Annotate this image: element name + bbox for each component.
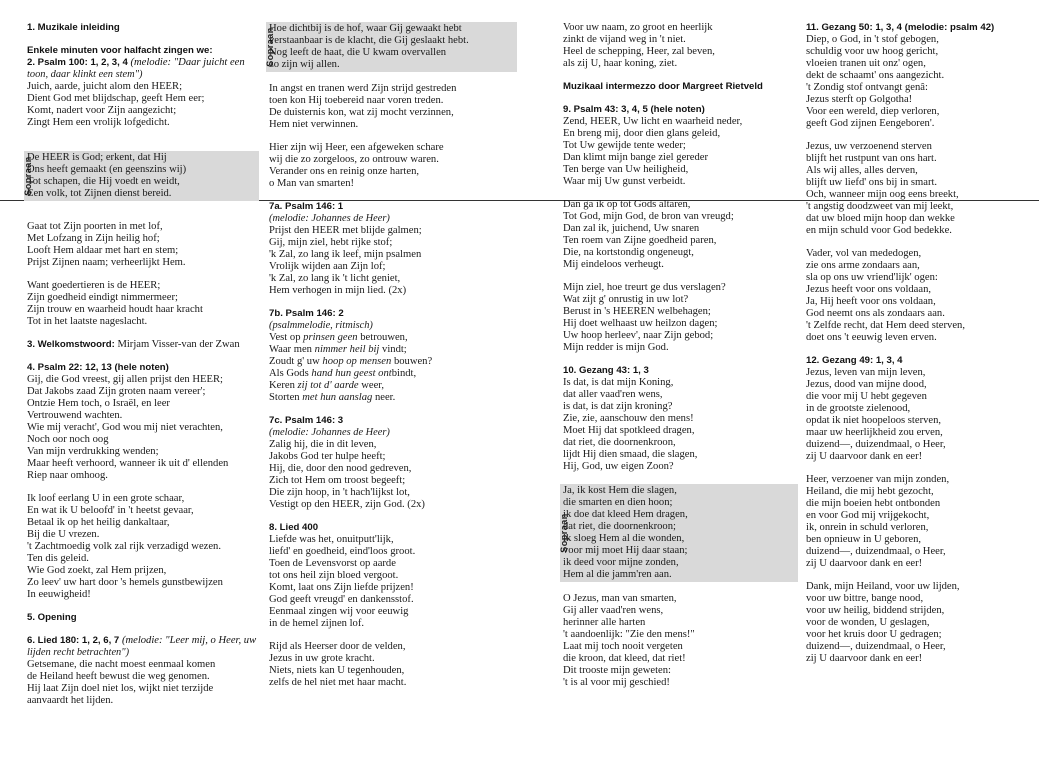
- column-4: [806, 22, 1034, 665]
- hymn-heading: 2. Psalm 100: 1, 2, 3, 4 (melodie: "Daar juicht een: [27, 57, 245, 68]
- melody-note: (melodie: Johannes de Heer): [269, 213, 390, 224]
- verse: Is dat, is dat mijn Koning, dat aller vaad'ren wens, is dat, is dat zijn kroning? Zie, zie, aanschouw den mens! Moet Hij dat spotkleed dragen, dat riet, die doornenkroon, lijdt Hij dien smaad, die slagen, Hij, God, uw eigen Zoon?: [563, 377, 698, 472]
- verse: Jezus, uw verzoenend sterven blijft het rustpunt van ons hart. Als wij alles, alles derven, blijft uw liefd' ons bij in smart. Och, wanneer mijn oog eens breekt, 't angstig doodzweet van mij leekt, dat uw bloed mijn hoop dan wekke en mijn schuld voor God bedekke.: [806, 141, 959, 236]
- hymn-heading: 7a. Psalm 146: 1: [269, 201, 344, 212]
- soprano-label: Sopraan: [264, 27, 275, 67]
- verse: Mijn ziel, hoe treurt ge dus verslagen? Wat zijt g' onrustig in uw lot? Berust in 's HEEREN welbehagen; Hij doet welhaast uw heilzon dagen; Uw hoop herleev', naar Zijn gebod; Mijn redder is mijn God.: [563, 282, 726, 353]
- soprano-verse: Sopraan Ja, ik kost Hem die slagen, die smarten en dien hoon; ik doe dat kleed Hem dragen, dat riet, die doornenkroon; ik sloeg Hem al die wonden, voor mij moet Hij daar staan; ik deed voor mijne zonden, Hem al die jamm'ren aan.: [560, 484, 798, 582]
- soprano-verse: Sopraan Hoe dichtbij is de hof, waar Gij gewaakt hebt verstaanbaar is de klacht, die Gij geslaakt hebt. Nog leeft de haat, die U kwam overvallen zo zijn wij allen.: [266, 22, 517, 72]
- welcome-line: 3. Welkomstwoord: Mirjam Visser-van der Zwan: [27, 339, 240, 350]
- melody-note: (psalmmelodie, ritmisch): [269, 320, 373, 331]
- hymn-heading: 10. Gezang 43: 1, 3: [563, 365, 649, 376]
- verse: In angst en tranen werd Zijn strijd gestreden toen kon Hij toebereid naar voren treden. De duisternis kon, wat zij mocht verzinnen, Hem niet verwinnen.: [269, 83, 457, 130]
- soprano-verse: Sopraan De HEER is God; erkent, dat Hij Ons heeft gemaakt (en geenszins wij) Tot schapen, die Hij voedt en weidt, Een volk, tot Zijnen dienst bereid.: [24, 151, 259, 201]
- hymn-heading: 7b. Psalm 146: 2: [269, 308, 344, 319]
- verse: Gij, die God vreest, gij allen prijst den HEER; Dat Jakobs zaad Zijn groten naam vereer'; Ontzie Hem toch, o Israël, en leer Vertrouwend wachten. Wie mij veracht', God wou mij niet verachten, Noch oor noch oog Van mijn verdrukking wenden; Maar heeft verhoord, wanneer ik uit d' ellenden Riep naar omhoog.: [27, 374, 229, 481]
- section-heading: 1. Muzikale inleiding: [27, 22, 120, 33]
- section-heading: Enkele minuten voor halfacht zingen we:: [27, 45, 213, 56]
- soprano-label: Sopraan: [22, 156, 33, 196]
- verse: Vest op prinsen geen betrouwen, Waar men nimmer heil bij vindt; Zoudt g' uw hoop op mensen bouwen? Als Gods hand hun geest ontbindt, Keren zij tot d' aarde weer, Storten met hun aanslag neer.: [269, 332, 433, 403]
- melody-note: lijden recht betrachten"): [27, 647, 130, 658]
- verse: Zalig hij, die in dit leven, Jakobs God ter hulpe heeft; Hij, die, door den nood gedreven, Zich tot Hem om troost begeeft; Die zijn hoop, in 't hach'lijkst lot, Vestigt op den HEER, zijn God. (2x): [269, 439, 425, 510]
- hymn-heading: 11. Gezang 50: 1, 3, 4 (melodie: psalm 42): [806, 22, 995, 33]
- verse: Diep, o God, in 't stof gebogen, schuldig voor uw hoog gericht, vloeien tranen uit onz' ogen, dekt de schaamt' ons aangezicht. 't Zondig stof ontvangt genâ: Jezus sterft op Golgotha! Voor een wereld, diep verloren, geeft God zijnen Eengeboren'.: [806, 34, 945, 129]
- hymn-heading: 8. Lied 400: [269, 522, 319, 533]
- verse: Voor uw naam, zo groot en heerlijk zinkt de vijand weg in 't niet. Heel de schepping, Heer, zal beven, als zij U, haar koning, ziet.: [563, 22, 715, 69]
- hymn-heading: 7c. Psalm 146: 3: [269, 415, 344, 426]
- verse: Zend, HEER, Uw licht en waarheid neder, En breng mij, door dien glans geleid, Tot Uw gewijde tente weder; Dan klimt mijn bange ziel gereder Ten berge van Uw heiligheid, Waar mij Uw gunst verbeidt.: [563, 116, 743, 187]
- verse: Rijd als Heerser door de velden, Jezus in uw grote kracht. Niets, niets kan U tegenhouden, zelfs de hel niet met haar macht.: [269, 641, 407, 688]
- verse: Liefde was het, onuitputt'lijk, liefd' en goedheid, eind'loos groot. Toen de Levensvorst op aarde tot ons heil zijn bloed vergoot. Komt, laat ons Zijn liefde prijzen! God geeft vreugd' en dankensstof. Eenmaal zingen wij voor eeuwig in de hemel zijnen lof.: [269, 534, 416, 629]
- verse: Juich, aarde, juicht alom den HEER; Dient God met blijdschap, geeft Hem eer; Komt, nadert voor Zijn aangezicht; Zingt Hem een vrolijk lofgedicht.: [27, 81, 205, 128]
- verse: Jezus, leven van mijn leven, Jezus, dood van mijne dood, die voor mij U hebt gegeven in de grootste zielenood, opdat ik niet hoopeloos sterven, maar uw heerlijkheid zou erven, duizend—, duizendmaal, o Heer, zij U daarvoor dank en eer!: [806, 367, 946, 462]
- verse: Ik loof eerlang U in een grote schaar, En wat ik U beloofd' in 't heetst gevaar, Betaal ik op het heilig dankaltaar, Bij die U vrezen. 't Zachtmoedig volk zal rijk verzadigd wezen. Ten dis geleid. Wie God zoekt, zal Hem prijzen, Zo leev' uw hart door 's hemels gunstbewijzen In eeuwigheid!: [27, 493, 223, 600]
- verse: Want goedertieren is de HEER; Zijn goedheid eindigt nimmermeer; Zijn trouw en waarheid houdt haar kracht Tot in het laatste nageslacht.: [27, 280, 203, 327]
- section-heading: Muzikaal intermezzo door Margreet Rietveld: [563, 81, 763, 92]
- verse: Gaat tot Zijn poorten in met lof, Met Lofzang in Zijn heilig hof; Looft Hem aldaar met hart en stem; Prijst Zijnen naam; verheerlijkt Hem.: [27, 221, 186, 268]
- hymn-heading: 6. Lied 180: 1, 2, 6, 7 (melodie: "Leer mij, o Heer, uw: [27, 635, 257, 646]
- column-2: [264, 22, 517, 689]
- hymn-heading: 12. Gezang 49: 1, 3, 4: [806, 355, 903, 366]
- verse: Getsemane, die nacht moest eenmaal komen de Heiland heeft bewust die weg genomen. Hij laat Zijn doel niet los, wijkt niet terzijde aanvaardt het lijden.: [27, 659, 216, 706]
- soprano-label: Sopraan: [558, 513, 569, 553]
- verse: Heer, verzoener van mijn zonden, Heiland, die mij hebt gezocht, die mijn boeien hebt ontbonden en voor God mij vrijgekocht, ik, onrein in schuld verloren, ben opnieuw in U geboren, duizend—, duizendmaal, o Heer, zij U daarvoor dank en eer!: [806, 474, 950, 569]
- column-1: [22, 22, 259, 707]
- melody-note: (melodie: Johannes de Heer): [269, 427, 390, 438]
- verse: Hier zijn wij Heer, een afgeweken schare wij die zo zorgeloos, zo ontrouw waren. Verander ons en reinig onze harten, o Man van smarten!: [269, 142, 444, 189]
- verse: Dank, mijn Heiland, voor uw lijden, voor uw bittre, bange nood, voor uw heilig, biddend strijden, voor de wonden, U geslagen, voor het kruis door U gedragen; duizend—, duizendmaal, o Heer, zij U daarvoor dank en eer!: [806, 581, 960, 664]
- section-heading: 5. Opening: [27, 612, 77, 623]
- melody-note: toon, daar klinkt een stem"): [27, 69, 143, 80]
- hymn-heading: 4. Psalm 22: 12, 13 (hele noten): [27, 362, 169, 373]
- verse: Prijst den HEER met blijde galmen; Gij, mijn ziel, hebt rijke stof; 'k Zal, zo lang ik leef, mijn psalmen Vrolijk wijden aan Zijn lof; 'k Zal, zo lang ik 't licht geniet, Hem verhogen in mijn lied. (2x): [269, 225, 422, 296]
- verse: O Jezus, man van smarten, Gij aller vaad'ren wens, herinner alle harten 't aandoenlijk: "Zie den mens!" Laat mij toch nooit vergeten die kroon, dat kleed, dat riet! Dit trooste mijn geweten: 't is al voor mij geschied!: [563, 593, 695, 688]
- verse: Dan ga ik op tot Gods altaren, Tot God, mijn God, de bron van vreugd; Dan zal ik, juichend, Uw snaren Ten roem van Zijne goedheid paren, Die, na kortstondig ongeneugt, Mij eindeloos verheugt.: [563, 199, 734, 270]
- hymn-heading: 9. Psalm 43: 3, 4, 5 (hele noten): [563, 104, 705, 115]
- column-3: [558, 22, 798, 689]
- verse: Vader, vol van mededogen, zie ons arme zondaars aan, sla op ons uw vriend'lijk' ogen: Jezus heeft voor ons voldaan, Ja, Hij heeft voor ons voldaan, God neemt ons als zondaars aan. 't Zelfde recht, dat Hem deed sterven, doet ons 't eeuwig leven erven.: [806, 248, 965, 343]
